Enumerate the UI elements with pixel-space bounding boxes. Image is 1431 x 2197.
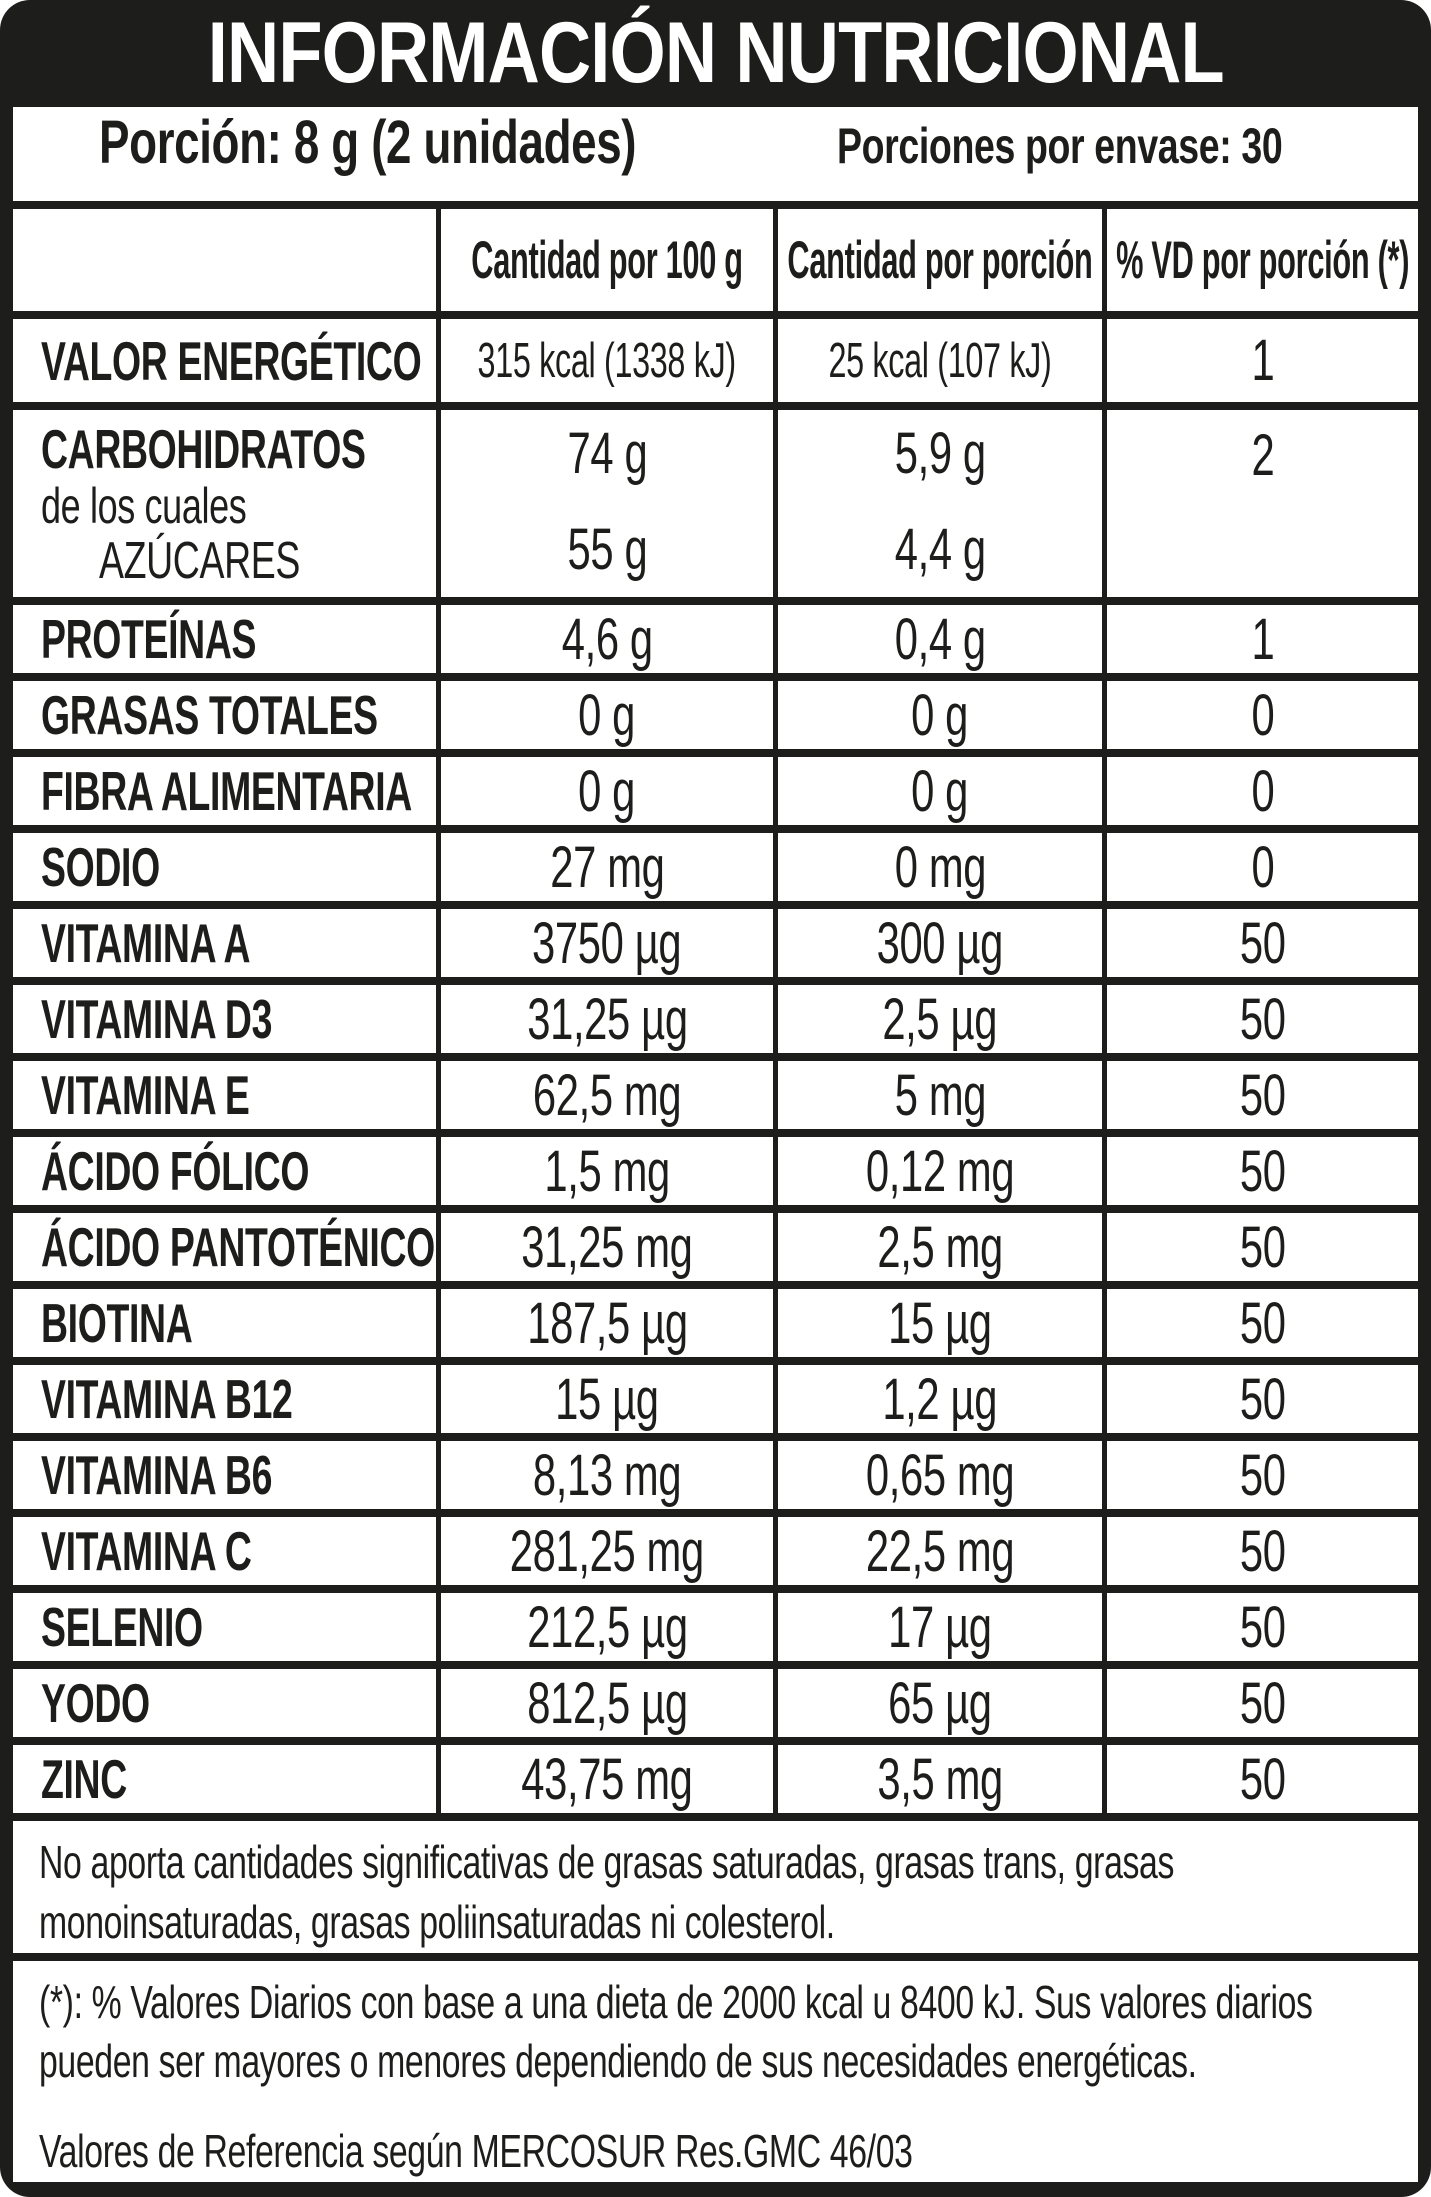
amount-per-100g — [436, 1593, 773, 1661]
serving-size — [99, 107, 815, 177]
nutrient-name — [13, 1289, 436, 1357]
header-empty-cell — [13, 209, 436, 311]
amount-per-100g — [436, 1365, 773, 1433]
amount-per-portion — [773, 605, 1102, 673]
table-row-proteinas — [13, 597, 1418, 673]
percent-dv-text: 0 — [1251, 758, 1274, 824]
nutrient-name — [13, 1441, 436, 1509]
percent-dv-text: 50 — [1239, 1214, 1286, 1280]
amount-per-100g-text: 281,25 mg — [509, 1518, 705, 1584]
amount-per-portion-text: 65 µg — [888, 1670, 992, 1736]
carb-label-sub-text: de los cuales — [41, 477, 247, 534]
nutrient-name — [13, 319, 436, 402]
percent-dv — [1102, 605, 1418, 673]
percent-dv-text: 1 — [1251, 328, 1274, 394]
serving-info — [13, 107, 1418, 201]
nutrient-name-text: YODO — [41, 1672, 150, 1735]
amount-per-100g-text: 4,6 g — [561, 606, 653, 672]
footnote-daily-values — [13, 1953, 1418, 2182]
amount-per-portion — [773, 1517, 1102, 1585]
column-header-per-portion-text: Cantidad por porción — [787, 230, 1093, 290]
amount-per-portion-text: 0,4 g — [894, 606, 986, 672]
percent-dv — [1102, 410, 1418, 597]
percent-dv-text: 50 — [1239, 910, 1286, 976]
nutrient-name — [13, 985, 436, 1053]
percent-dv — [1102, 681, 1418, 749]
amount-per-portion-text: 25 kcal (107 kJ) — [828, 333, 1052, 388]
table-header-row — [13, 201, 1418, 311]
nutrient-name-text: VITAMINA B6 — [41, 1444, 273, 1507]
amount-per-100g-text: 187,5 µg — [526, 1290, 688, 1356]
percent-dv-text: 1 — [1251, 606, 1274, 672]
amount-per-100g — [436, 1289, 773, 1357]
percent-dv-text: 50 — [1239, 1518, 1286, 1584]
amount-per-portion — [773, 1441, 1102, 1509]
table-row-selenio — [13, 1585, 1418, 1661]
carb-label-main — [41, 418, 436, 481]
serving-size-text: Porción: 8 g (2 unidades) — [99, 108, 637, 176]
percent-dv-text: 50 — [1239, 1138, 1286, 1204]
amount-per-portion — [773, 681, 1102, 749]
nutrient-name-text: PROTEÍNAS — [41, 608, 257, 671]
nutrient-name-text: VITAMINA D3 — [41, 988, 273, 1051]
nutrient-name-text: ÁCIDO FÓLICO — [41, 1140, 310, 1203]
amount-per-100g-text: 0 g — [578, 758, 636, 824]
table-row-vitamina-b12 — [13, 1357, 1418, 1433]
amount-per-portion — [773, 1745, 1102, 1813]
nutrient-name-text: SODIO — [41, 836, 160, 899]
column-header-percent-dv — [1102, 209, 1418, 311]
nutrient-name-text: VITAMINA E — [41, 1064, 250, 1127]
nutrient-name-text: BIOTINA — [41, 1292, 193, 1355]
percent-dv-text: 50 — [1239, 1746, 1286, 1812]
amount-per-100g — [436, 1441, 773, 1509]
amount-per-portion-text: 0 g — [911, 682, 969, 748]
amount-per-portion — [773, 1365, 1102, 1433]
nutrient-name-text: VITAMINA A — [41, 912, 251, 975]
percent-dv — [1102, 833, 1418, 901]
nutrient-name — [13, 909, 436, 977]
nutrient-name — [13, 410, 436, 597]
percent-dv — [1102, 909, 1418, 977]
amount-per-100g — [436, 319, 773, 402]
nutrient-name — [13, 1517, 436, 1585]
percent-dv — [1102, 1061, 1418, 1129]
amount-per-portion-text: 0 mg — [894, 834, 986, 900]
amount-per-100g — [436, 1745, 773, 1813]
amount-per-100g-text: 0 g — [578, 682, 636, 748]
percent-dv — [1102, 1213, 1418, 1281]
amount-per-portion-text: 0,12 mg — [865, 1138, 1015, 1204]
amount-per-portion — [773, 909, 1102, 977]
nutrient-name — [13, 1137, 436, 1205]
footnote-daily-values-text: (*): % Valores Diarios con base a una dieta de 2000 kcal u 8400 kJ. Sus valores diarios pueden ser mayores o menores dependiendo de sus necesidades energéticas. — [39, 1975, 1313, 2088]
amount-per-portion — [773, 1593, 1102, 1661]
amount-per-portion — [773, 1061, 1102, 1129]
percent-dv-text: 50 — [1239, 986, 1286, 1052]
amount-per-100g-text: 43,75 mg — [521, 1746, 693, 1812]
amount-per-portion-text: 5 mg — [894, 1062, 986, 1128]
amount-per-100g — [436, 1213, 773, 1281]
nutrient-name — [13, 1745, 436, 1813]
carb-per-100g-total: 74 g — [567, 421, 647, 487]
page-title: INFORMACIÓN NUTRICIONAL — [207, 5, 1224, 101]
amount-per-100g-text: 62,5 mg — [532, 1062, 682, 1128]
percent-dv — [1102, 1137, 1418, 1205]
amount-per-100g — [436, 833, 773, 901]
table-row-vitamina-e — [13, 1053, 1418, 1129]
amount-per-portion-text: 17 µg — [888, 1594, 992, 1660]
percent-dv-text: 0 — [1251, 834, 1274, 900]
table-row-biotina — [13, 1281, 1418, 1357]
amount-per-portion — [773, 319, 1102, 402]
amount-per-100g — [436, 1137, 773, 1205]
nutrient-name — [13, 1365, 436, 1433]
percent-dv-text: 0 — [1251, 682, 1274, 748]
amount-per-100g-text: 315 kcal (1338 kJ) — [477, 333, 737, 388]
nutrient-name — [13, 1593, 436, 1661]
table-row-fibra-alimentaria — [13, 749, 1418, 825]
percent-dv — [1102, 1441, 1418, 1509]
table-row-vitamina-d3 — [13, 977, 1418, 1053]
footnote-reference-text: Valores de Referencia según MERCOSUR Res.GMC 46/03 — [39, 2125, 913, 2178]
amount-per-100g-text: 8,13 mg — [532, 1442, 682, 1508]
amount-per-portion — [773, 757, 1102, 825]
table-row-vitamina-c — [13, 1509, 1418, 1585]
amount-per-portion-text: 0,65 mg — [865, 1442, 1015, 1508]
nutrient-name — [13, 1213, 436, 1281]
nutrient-name-text: ÁCIDO PANTOTÉNICO — [41, 1216, 435, 1279]
amount-per-100g — [436, 1517, 773, 1585]
amount-per-portion — [773, 1669, 1102, 1737]
percent-dv — [1102, 319, 1418, 402]
amount-per-100g — [436, 410, 773, 597]
carb-per-100g-sugars: 55 g — [567, 517, 647, 583]
percent-dv-text: 2 — [1251, 423, 1274, 489]
carb-label-sugars — [41, 532, 436, 590]
table-row-valor-energetico — [13, 311, 1418, 402]
servings-per-container — [837, 117, 1431, 175]
amount-per-100g — [436, 757, 773, 825]
percent-dv-text: 50 — [1239, 1062, 1286, 1128]
carb-label-sugars-text: AZÚCARES — [99, 532, 300, 590]
table-row-vitamina-a — [13, 901, 1418, 977]
table-row-sodio — [13, 825, 1418, 901]
percent-dv — [1102, 757, 1418, 825]
percent-dv-text: 50 — [1239, 1366, 1286, 1432]
percent-dv — [1102, 985, 1418, 1053]
amount-per-portion — [773, 833, 1102, 901]
label-body — [13, 107, 1418, 2182]
table-row-acido-pantotenico — [13, 1205, 1418, 1281]
table-row-grasas-totales — [13, 673, 1418, 749]
amount-per-portion-text: 0 g — [911, 758, 969, 824]
nutrient-name-text: VALOR ENERGÉTICO — [41, 329, 422, 392]
carb-per-portion-total: 5,9 g — [894, 421, 986, 487]
percent-dv-text: 50 — [1239, 1290, 1286, 1356]
percent-dv-text: 50 — [1239, 1670, 1286, 1736]
percent-dv — [1102, 1289, 1418, 1357]
percent-dv — [1102, 1745, 1418, 1813]
amount-per-portion-text: 3,5 mg — [877, 1746, 1003, 1812]
percent-dv — [1102, 1593, 1418, 1661]
amount-per-100g-text: 31,25 mg — [521, 1214, 693, 1280]
carb-per-portion-sugars: 4,4 g — [894, 517, 986, 583]
percent-dv — [1102, 1517, 1418, 1585]
nutrient-name-text: FIBRA ALIMENTARIA — [41, 760, 412, 823]
carb-label-main-text: CARBOHIDRATOS — [41, 418, 366, 481]
title-band — [0, 0, 1431, 107]
percent-dv — [1102, 1669, 1418, 1737]
footnote-no-significant-amounts-text: No aporta cantidades significativas de grasas saturadas, grasas trans, grasas monoinsaturadas, grasas poliinsaturadas ni colesterol. — [39, 1836, 1175, 1948]
nutrient-name — [13, 833, 436, 901]
amount-per-100g — [436, 985, 773, 1053]
percent-dv-text: 50 — [1239, 1442, 1286, 1508]
nutrient-name — [13, 1061, 436, 1129]
table-row-carbohidratos — [13, 402, 1418, 597]
servings-per-container-text: Porciones por envase: 30 — [837, 118, 1283, 174]
amount-per-100g-text: 812,5 µg — [526, 1670, 688, 1736]
amount-per-portion — [773, 1289, 1102, 1357]
nutrient-name-text: ZINC — [41, 1748, 127, 1811]
nutrient-name — [13, 681, 436, 749]
nutrient-name — [13, 1669, 436, 1737]
percent-dv — [1102, 1365, 1418, 1433]
column-header-per-portion — [773, 209, 1102, 311]
amount-per-100g — [436, 1061, 773, 1129]
amount-per-100g-text: 212,5 µg — [526, 1594, 688, 1660]
amount-per-100g — [436, 1669, 773, 1737]
amount-per-portion — [773, 1137, 1102, 1205]
nutrient-name — [13, 757, 436, 825]
column-header-per-100g — [436, 209, 773, 311]
nutrient-name-text: VITAMINA C — [41, 1520, 252, 1583]
carb-label-sub — [41, 477, 436, 534]
amount-per-100g-text: 15 µg — [555, 1366, 659, 1432]
amount-per-portion — [773, 1213, 1102, 1281]
table-row-vitamina-b6 — [13, 1433, 1418, 1509]
table-row-zinc — [13, 1737, 1418, 1813]
amount-per-100g — [436, 909, 773, 977]
nutrient-name-text: VITAMINA B12 — [41, 1368, 293, 1431]
amount-per-portion — [773, 985, 1102, 1053]
nutrient-name-text: SELENIO — [41, 1596, 203, 1659]
amount-per-portion-text: 2,5 µg — [882, 986, 998, 1052]
amount-per-100g-text: 31,25 µg — [526, 986, 688, 1052]
table-row-acido-folico — [13, 1129, 1418, 1205]
amount-per-portion-text: 2,5 mg — [877, 1214, 1003, 1280]
footnote-no-significant-amounts — [13, 1813, 1418, 1953]
nutrient-name — [13, 605, 436, 673]
amount-per-portion — [773, 410, 1102, 597]
amount-per-100g-text: 27 mg — [549, 834, 665, 900]
amount-per-100g-text: 3750 µg — [532, 910, 682, 976]
column-header-percent-dv-text: % VD por porción (*) — [1115, 230, 1410, 290]
amount-per-100g — [436, 681, 773, 749]
amount-per-100g — [436, 605, 773, 673]
amount-per-portion-text: 15 µg — [888, 1290, 992, 1356]
amount-per-portion-text: 22,5 mg — [865, 1518, 1015, 1584]
amount-per-portion-text: 300 µg — [876, 910, 1004, 976]
percent-dv-text: 50 — [1239, 1594, 1286, 1660]
amount-per-100g-text: 1,5 mg — [544, 1138, 670, 1204]
nutrient-name-text: GRASAS TOTALES — [41, 684, 378, 747]
column-header-per-100g-text: Cantidad por 100 g — [471, 230, 743, 290]
amount-per-portion-text: 1,2 µg — [882, 1366, 998, 1432]
table-row-yodo — [13, 1661, 1418, 1737]
